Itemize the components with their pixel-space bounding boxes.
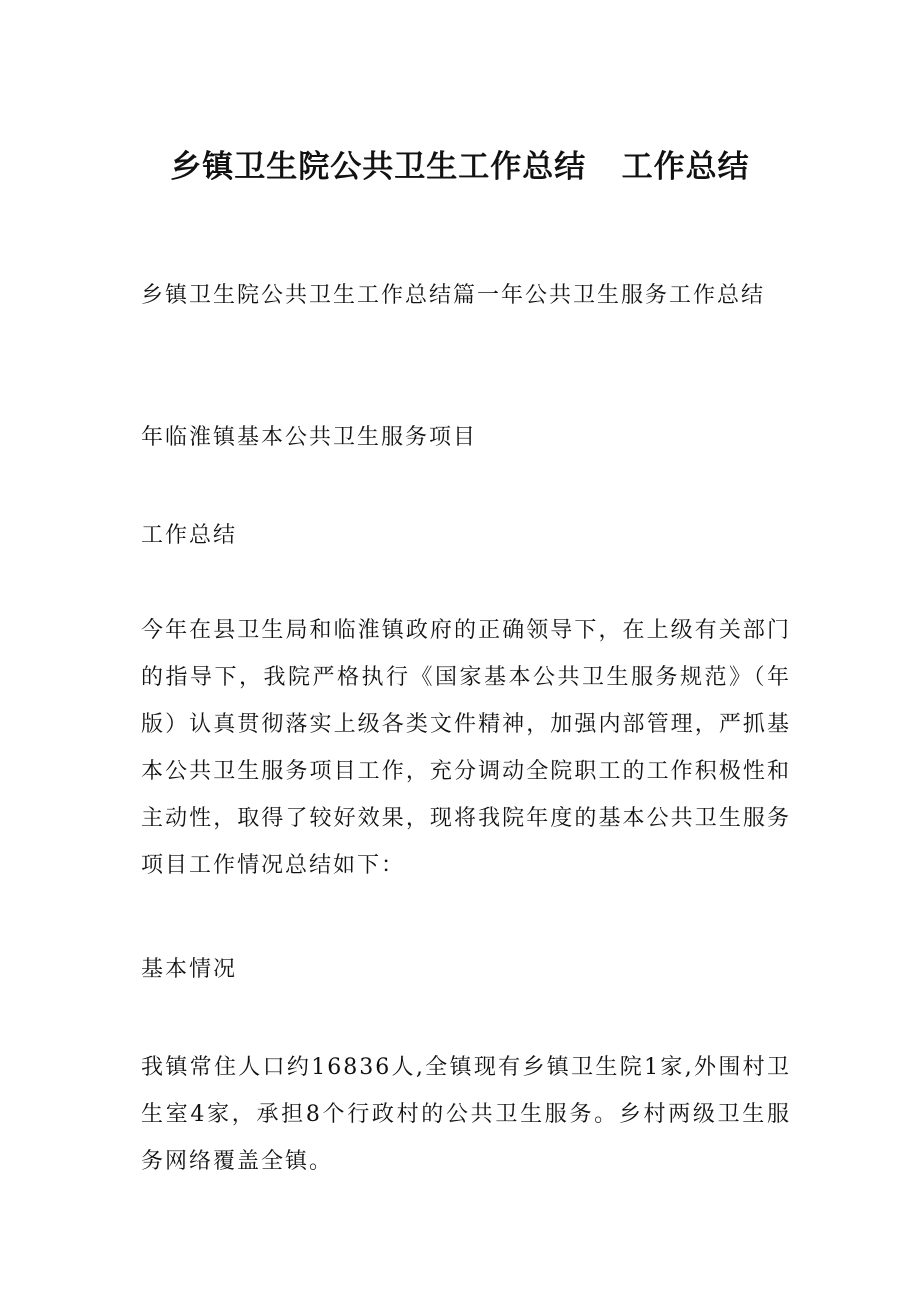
document-title: 乡镇卫生院公共卫生工作总结 工作总结 [170, 149, 750, 185]
paragraph-project-line: 年临淮镇基本公共卫生服务项目 [141, 425, 478, 450]
paragraph-intro-heading: 乡镇卫生院公共卫生工作总结篇一年公共卫生服务工作总结 [141, 283, 766, 308]
paragraph-basic-situation-heading: 基本情况 [141, 957, 238, 982]
paragraph-basic-situation-body: 我镇常住人口约16836人,全镇现有乡镇卫生院1家,外围村卫生室4家，承担8个行政村的公共卫生服务。乡村两级卫生服务网络覆盖全镇。 [141, 1055, 791, 1174]
paragraph-work-summary: 工作总结 [141, 523, 238, 548]
paragraph-main-body: 今年在县卫生局和临淮镇政府的正确领导下，在上级有关部门的指导下，我院严格执行《国家基本公共卫生服务规范》（年版）认真贯彻落实上级各类文件精神，加强内部管理，严抓基本公共卫生服务项目工作，充分调动全院职工的工作积极性和主动性，取得了较好效果，现将我院年度的基本公共卫生服务项目工作情况总结如下： [141, 618, 791, 878]
